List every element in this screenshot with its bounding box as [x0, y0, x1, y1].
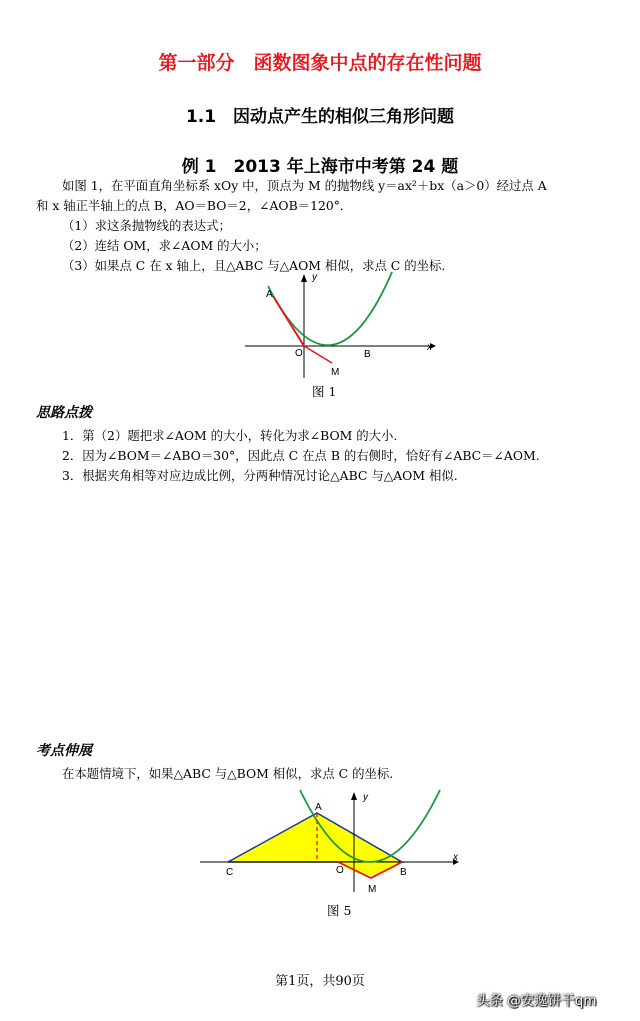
page-footer: 第1页，共90页	[275, 974, 365, 989]
hint-item-1: 1．第（2）题把求∠AOM 的大小，转化为求∠BOM 的大小.	[62, 428, 398, 443]
label-x: x	[453, 852, 458, 863]
triangle-bom-fill	[338, 862, 402, 875]
label-x: x	[427, 342, 432, 353]
extension-text: 在本题情境下，如果△ABC 与△BOM 相似，求点 C 的坐标.	[62, 766, 394, 781]
label-m: M	[368, 884, 377, 895]
label-m: M	[331, 367, 340, 378]
triangle-abc	[228, 813, 402, 862]
label-b: B	[400, 867, 407, 878]
hints-heading: 思路点拨	[36, 405, 92, 421]
label-b: B	[364, 349, 371, 360]
segment-oa	[273, 296, 304, 346]
problem-line-2: 和 x 轴正半轴上的点 B，AO＝BO＝2，∠AOB＝120°．	[36, 198, 353, 213]
extension-heading: 考点伸展	[36, 743, 92, 759]
label-a: A	[266, 289, 273, 300]
question-1: （1）求这条抛物线的表达式；	[62, 218, 231, 233]
figure-5-caption: 图 5	[327, 903, 352, 918]
parabola-curve	[268, 272, 392, 345]
figure-1-caption: 图 1	[312, 384, 337, 399]
section-title: 1.1 因动点产生的相似三角形问题	[185, 107, 455, 127]
example-title: 例 1 2013 年上海市中考第 24 题	[181, 157, 459, 177]
segment-om	[304, 346, 332, 363]
label-o: O	[336, 865, 344, 876]
hint-item-3: 3．根据夹角相等对应边成比例，分两种情况讨论△ABC 与△AOM 相似.	[62, 468, 458, 483]
question-2: （2）连结 OM，求∠AOM 的大小；	[62, 238, 267, 253]
y-axis-arrow-icon	[301, 274, 307, 282]
question-3: （3）如果点 C 在 x 轴上，且△ABC 与△AOM 相似，求点 C 的坐标.	[62, 258, 446, 273]
hint-item-2: 2．因为∠BOM＝∠ABO＝30°，因此点 C 在点 B 的右侧时，恰好有∠ABC＝∠AOM.	[62, 448, 540, 463]
part-title: 第一部分 函数图象中点的存在性问题	[158, 52, 482, 74]
label-y: y	[363, 792, 368, 803]
label-a: A	[315, 802, 322, 813]
label-y: y	[312, 272, 317, 283]
figure-5	[195, 780, 470, 900]
problem-line-1: 如图 1，在平面直角坐标系 xOy 中，顶点为 M 的抛物线 y＝ax²＋bx（a＞0）经过点 A	[62, 178, 547, 193]
label-o: O	[295, 348, 303, 359]
label-c: C	[226, 867, 234, 878]
figure-1	[240, 266, 440, 386]
y-axis-arrow-icon	[351, 792, 357, 800]
watermark: 头条 @安逸饼干qm	[476, 993, 597, 1009]
